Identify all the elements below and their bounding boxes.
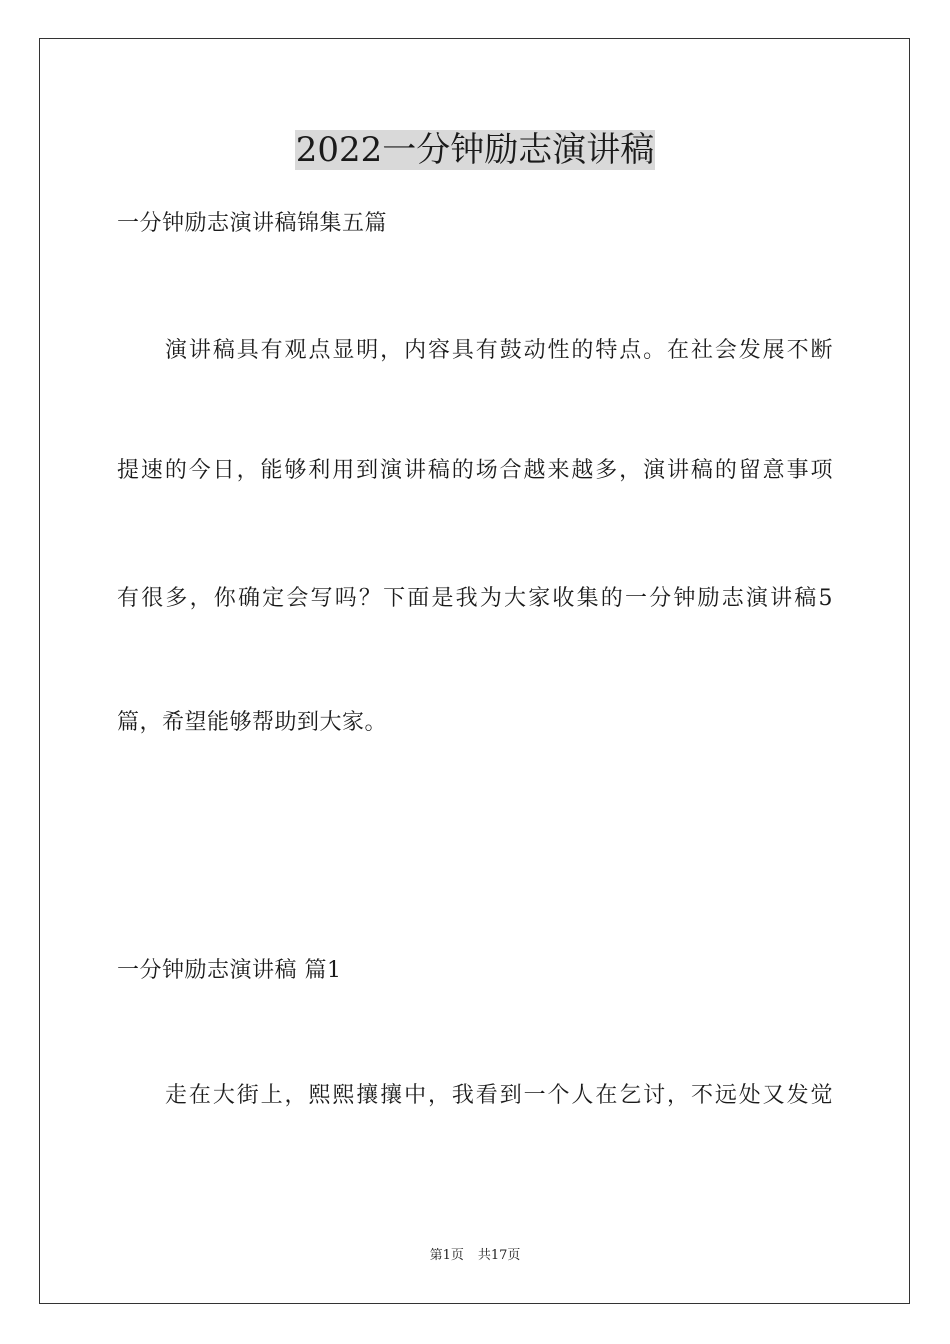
intro-line-3: 有很多，你确定会写吗？下面是我为大家收集的一分钟励志演讲稿5 [117, 586, 833, 611]
document-title [0, 128, 950, 172]
page-total: 共17页 [477, 1248, 521, 1263]
intro-line-1: 演讲稿具有观点显明，内容具有鼓动性的特点。在社会发展不断 [165, 338, 833, 363]
document-subtitle: 一分钟励志演讲稿锦集五篇 [117, 211, 388, 236]
section-line-1: 走在大街上，熙熙攘攘中，我看到一个人在乞讨，不远处又发觉 [165, 1083, 833, 1108]
intro-line-2: 提速的今日，能够利用到演讲稿的场合越来越多，演讲稿的留意事项 [117, 458, 833, 483]
page-number: 第1页 [429, 1248, 464, 1263]
intro-line-4: 篇，希望能够帮助到大家。 [117, 710, 388, 735]
section-heading: 一分钟励志演讲稿 篇1 [117, 958, 342, 983]
document-title-text: 2022一分钟励志演讲稿 [295, 130, 655, 170]
page-footer [0, 1247, 950, 1265]
